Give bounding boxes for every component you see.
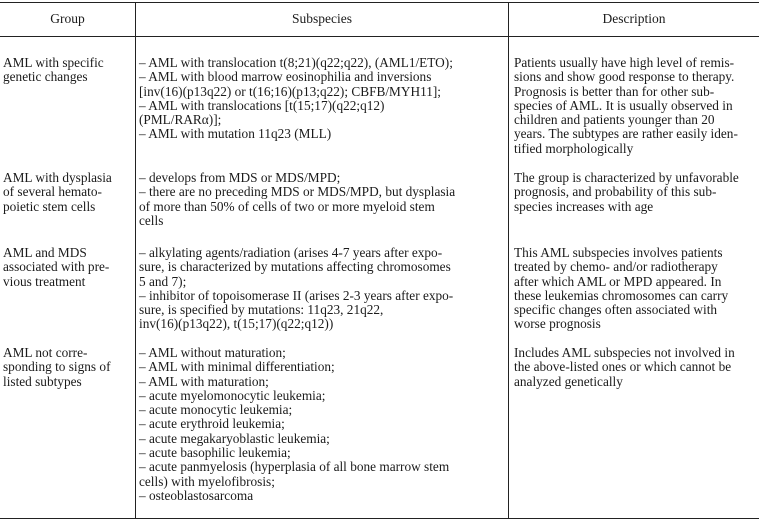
row-4-description (514, 346, 735, 389)
text-line: AML with dysplasia (3, 170, 112, 185)
text-line: listed subtypes (3, 373, 82, 389)
row-4-group (3, 346, 111, 389)
text-line: vious treatment (3, 273, 86, 289)
text-line: of more than 50% of cells of two or more myeloid stem (139, 198, 435, 214)
text-line: – acute basophilic leukemia; (139, 445, 291, 461)
text-line: inv(16)(p13q22), t(15;17)(q22;q12)) (139, 316, 334, 332)
text-line: Includes AML subspecies not involved in (514, 345, 735, 360)
text-line: [inv(16)(p13q22) or t(16;16)(p13;q22); CBFB/MYH11]; (139, 83, 441, 99)
text-line: AML not corre- (3, 345, 88, 360)
text-line: cells (139, 212, 164, 228)
text-line: these leukemias chromosomes can carry (514, 287, 729, 303)
text-line: 5 and 7); (139, 273, 187, 289)
text-line: treated by chemo- and/or radiotherapy (514, 259, 718, 275)
text-line: analyzed genetically (514, 373, 623, 389)
text-line: This AML subspecies involves patients (514, 245, 723, 260)
text-line: genetic changes (3, 69, 88, 85)
text-line: sions and show good response to therapy. (514, 69, 735, 85)
text-line: species increases with age (514, 198, 654, 214)
text-line: (PML/RARα)]; (139, 112, 222, 128)
text-line: – acute monocytic leukemia; (139, 402, 293, 418)
text-line: – there are no preceding MDS or MDS/MPD, but dysplasia (139, 184, 456, 200)
text-line: cells) with myelofibrosis; (139, 473, 275, 489)
text-line: species of AML. It is usually observed in (514, 97, 733, 113)
text-line: Prognosis is better than for other sub- (514, 83, 715, 99)
header-subspecies: Subspecies (292, 11, 352, 26)
text-line: Patients usually have high level of remis- (514, 55, 735, 70)
row-1-description (514, 56, 738, 156)
text-line: – AML with minimal differentiation; (139, 359, 335, 375)
text-line: sure, is specified by mutations: 11q23, 21q22, (139, 302, 384, 318)
text-line: sure, is characterized by mutations affecting chromosomes (139, 259, 451, 275)
text-line: – osteoblastosarcoma (139, 487, 254, 503)
text-line: years. The subtypes are rather easily iden- (514, 126, 738, 142)
text-line: – acute erythroid leukemia; (139, 416, 285, 432)
text-line: the above-listed ones or which cannot be (514, 359, 732, 375)
text-line: The group is characterized by unfavorable (514, 170, 739, 185)
text-line: – AML with blood marrow eosinophilia and inversions (139, 69, 432, 85)
text-line: – acute megakaryoblastic leukemia; (139, 430, 330, 446)
column-divider-1 (135, 2, 136, 518)
row-2-subspecies (139, 171, 455, 228)
text-line: AML with specific (3, 55, 104, 70)
header-rule (0, 36, 759, 37)
text-line: – develops from MDS or MDS/MPD; (139, 170, 341, 185)
column-divider-2 (508, 2, 509, 518)
text-line: worse prognosis (514, 316, 601, 332)
text-line: associated with pre- (3, 259, 110, 275)
text-line: tified morphologically (514, 140, 634, 156)
text-line: – inhibitor of topoisomerase II (arises 2-3 years after expo- (139, 287, 454, 303)
row-3-subspecies (139, 246, 453, 332)
header-description: Description (602, 11, 666, 26)
text-line: – AML with mutation 11q23 (MLL) (139, 126, 332, 142)
text-line: – AML with translocations [t(15;17)(q22;q12) (139, 97, 385, 113)
text-line: – acute myelomonocytic leukemia; (139, 387, 326, 403)
row-3-group (3, 246, 109, 289)
text-line: after which AML or MPD appeared. In (514, 273, 722, 289)
text-line: children and patients younger than 20 (514, 112, 715, 128)
row-1-group (3, 56, 104, 85)
text-line: of several hemato- (3, 184, 102, 200)
text-line: – acute panmyelosis (hyperplasia of all bone marrow stem (139, 459, 450, 475)
row-1-subspecies (139, 56, 453, 142)
text-line: – AML with maturation; (139, 373, 269, 389)
text-line: AML and MDS (3, 245, 87, 260)
table-top-rule (0, 2, 759, 3)
text-line: prognosis, and probability of this sub- (514, 184, 717, 200)
text-line: – AML with translocation t(8;21)(q22;q22), (AML1/ETO); (139, 55, 453, 70)
row-2-description (514, 171, 739, 214)
row-2-group (3, 171, 112, 214)
text-line: specific changes often associated with (514, 302, 718, 318)
header-group: Group (50, 11, 85, 26)
text-line: poietic stem cells (3, 198, 96, 214)
text-line: sponding to signs of (3, 359, 111, 375)
row-4-subspecies (139, 346, 449, 503)
text-line: – AML without maturation; (139, 345, 286, 360)
text-line: – alkylating agents/radiation (arises 4-7 years after expo- (139, 245, 443, 260)
row-3-description (514, 246, 728, 332)
table-bottom-rule (0, 518, 759, 519)
